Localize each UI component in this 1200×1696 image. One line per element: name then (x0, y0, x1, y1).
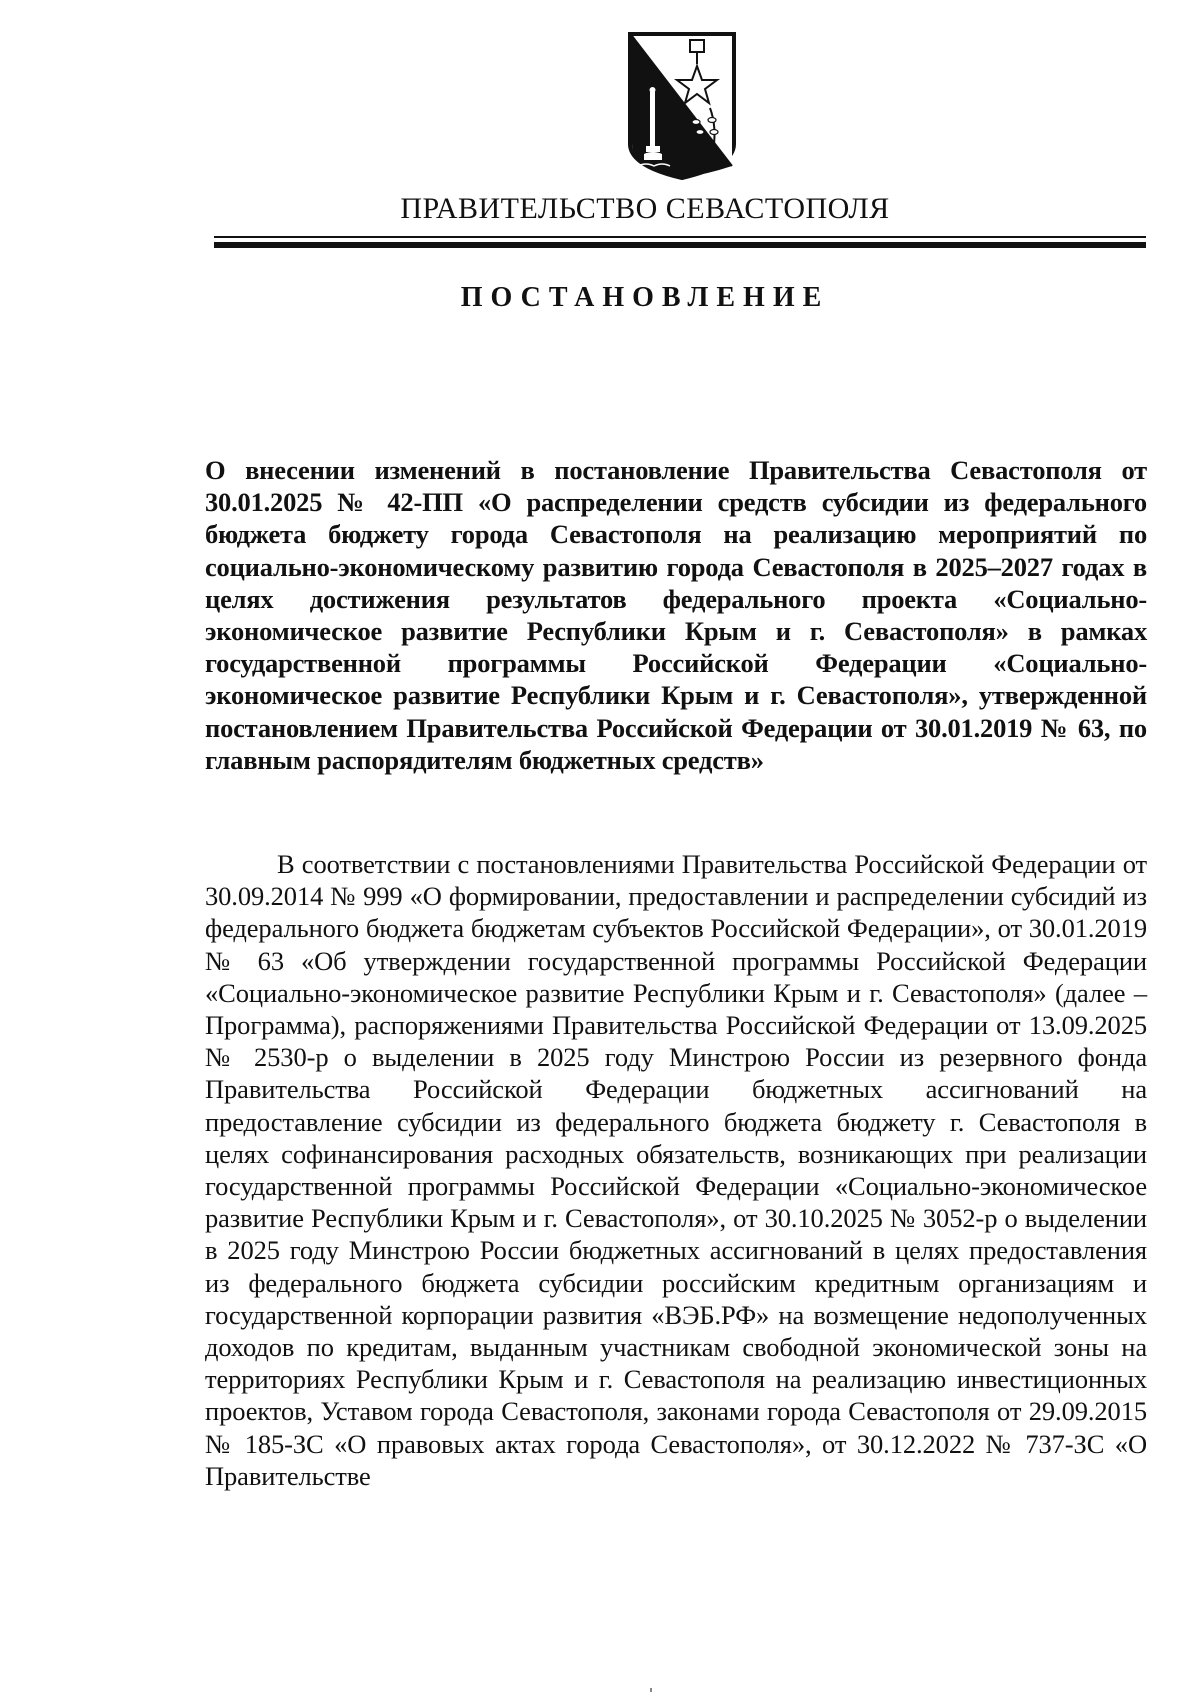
organization-title: ПРАВИТЕЛЬСТВО СЕВАСТОПОЛЯ (400, 192, 890, 225)
scan-artifact (650, 1688, 652, 1692)
header-rule-thin (214, 236, 1146, 238)
document-type-heading: ПОСТАНОВЛЕНИЕ (460, 282, 830, 313)
document-title: О внесении изменений в постановление Правительства Севастополя от 30.01.2025 № 42-ПП «О распределении средств субсидии из федерального бюджета бюджету города Севастополя на реализацию мероприятий по социально-экономическому развитию города Севастополя в 2025–2027 годах в целях достижения результатов федерального проекта «Социально-экономическое развитие Республики Крым и г. Севастополя» в рамках государственной программы Российской Федерации «Социально-экономическое развитие Республики Крым и г. Севастополя», утвержденной постановлением Правительства Российской Федерации от 30.01.2019 № 63, по главным распорядителям бюджетных средств» (205, 455, 1147, 775)
header-rule-thick (214, 242, 1146, 248)
document-body-paragraph: В соответствии с постановлениями Правительства Российской Федерации от 30.09.2014 № 999 «О формировании, предоставлении и распределении субсидий из федерального бюджета бюджетам субъектов Российской Федерации», от 30.01.2019 № 63 «Об утверждении государственной программы Российской Федерации «Социально-экономическое развитие Республики Крым и г. Севастополя» (далее – Программа), распоряжениями Правительства Российской Федерации от 13.09.2025 № 2530-р о выделении в 2025 году Минстрою России из резервного фонда Правительства Российской Федерации бюджетных ассигнований на предоставление субсидии из федерального бюджета бюджету г. Севастополя в целях софинансирования расходных обязательств, возникающих при реализации государственной программы Российской Федерации «Социально-экономическое развитие Республики Крым и г. Севастополя», от 30.10.2025 № 3052-р о выделении в 2025 году Минстрою России бюджетных ассигнований в целях предоставления из федерального бюджета субсидии российским кредитным организациям и государственной корпорации развития «ВЭБ.РФ» на возмещение недополученных доходов по кредитам, выданным участникам свободной экономической зоны на территориях Республики Крым и г. Севастополя на реализацию инвестиционных проектов, Уставом города Севастополя, законами города Севастополя от 29.09.2015 № 185-ЗС «О правовых актах города Севастополя», от 30.12.2022 № 737-ЗС «О Правительстве (205, 849, 1147, 1491)
sevastopol-coat-of-arms-icon (624, 28, 740, 184)
